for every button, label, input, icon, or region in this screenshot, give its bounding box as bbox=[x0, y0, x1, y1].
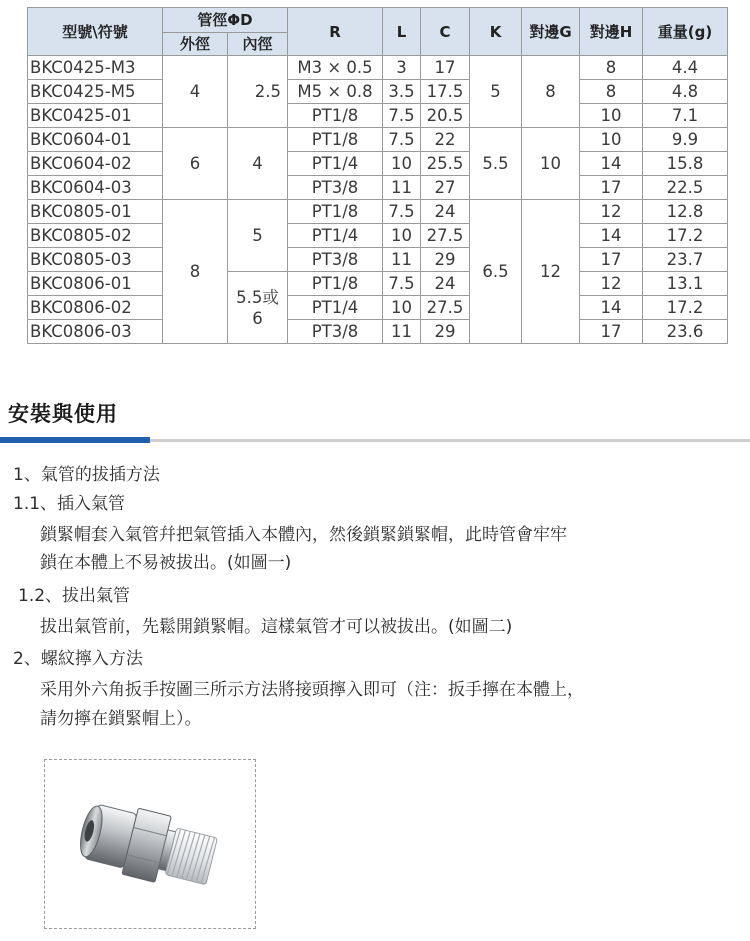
instruction-heading-1: 1、氣管的拔插方法 bbox=[13, 465, 160, 485]
od-cell: 8 bbox=[163, 200, 228, 344]
table-row bbox=[28, 104, 728, 128]
weight-cell: 13.1 bbox=[643, 272, 728, 296]
l-cell: 11 bbox=[383, 248, 421, 272]
header-h: 對邊H bbox=[580, 8, 643, 56]
c-cell: 27.5 bbox=[421, 224, 470, 248]
h-cell: 12 bbox=[580, 200, 643, 224]
header-c: C bbox=[421, 8, 470, 56]
instruction-text: 采用外六角扳手按圖三所示方法將接頭擰入即可（注：扳手擰在本體上， bbox=[40, 680, 584, 700]
id-cell bbox=[228, 272, 288, 344]
weight-cell: 15.8 bbox=[643, 152, 728, 176]
instruction-text: 拔出氣管前，先鬆開鎖緊帽。這樣氣管才可以被拔出。(如圖二) bbox=[40, 617, 513, 637]
l-cell: 7.5 bbox=[383, 104, 421, 128]
product-photo-frame bbox=[44, 759, 256, 929]
c-cell: 27 bbox=[421, 176, 470, 200]
title-underline-accent bbox=[0, 437, 150, 443]
header-l: L bbox=[383, 8, 421, 56]
id-cell: 2.5 bbox=[228, 56, 288, 128]
l-cell: 11 bbox=[383, 320, 421, 344]
r-cell: PT1/8 bbox=[288, 128, 383, 152]
header-weight: 重量(g) bbox=[643, 8, 728, 56]
c-cell: 29 bbox=[421, 248, 470, 272]
r-cell: M5 × 0.8 bbox=[288, 80, 383, 104]
weight-cell: 17.2 bbox=[643, 224, 728, 248]
model-cell: BKC0604-03 bbox=[28, 176, 163, 200]
model-cell: BKC0805-02 bbox=[28, 224, 163, 248]
c-cell: 17 bbox=[421, 56, 470, 80]
id-cell: 5 bbox=[228, 200, 288, 272]
table-row bbox=[28, 248, 728, 272]
table-row bbox=[28, 176, 728, 200]
r-cell: PT1/4 bbox=[288, 296, 383, 320]
weight-cell: 17.2 bbox=[643, 296, 728, 320]
id-value-line1: 5.5或 bbox=[236, 287, 279, 307]
table-row bbox=[28, 152, 728, 176]
c-cell: 24 bbox=[421, 200, 470, 224]
h-cell: 10 bbox=[580, 104, 643, 128]
weight-cell: 23.6 bbox=[643, 320, 728, 344]
l-cell: 11 bbox=[383, 176, 421, 200]
model-cell: BKC0806-03 bbox=[28, 320, 163, 344]
od-cell: 4 bbox=[163, 56, 228, 128]
c-cell: 24 bbox=[421, 272, 470, 296]
l-cell: 3.5 bbox=[383, 80, 421, 104]
r-cell: PT3/8 bbox=[288, 176, 383, 200]
header-g: 對邊G bbox=[522, 8, 580, 56]
l-cell: 10 bbox=[383, 296, 421, 320]
fitting-photo-icon bbox=[45, 760, 255, 928]
model-cell: BKC0425-01 bbox=[28, 104, 163, 128]
table-row bbox=[28, 296, 728, 320]
r-cell: PT1/4 bbox=[288, 152, 383, 176]
model-cell: BKC0805-03 bbox=[28, 248, 163, 272]
model-cell: BKC0425-M3 bbox=[28, 56, 163, 80]
l-cell: 7.5 bbox=[383, 272, 421, 296]
g-cell: 10 bbox=[522, 128, 580, 200]
model-cell: BKC0805-01 bbox=[28, 200, 163, 224]
r-cell: M3 × 0.5 bbox=[288, 56, 383, 80]
c-cell: 27.5 bbox=[421, 296, 470, 320]
model-cell: BKC0604-01 bbox=[28, 128, 163, 152]
instruction-text: 請勿擰在鎖緊帽上）。 bbox=[40, 709, 202, 729]
c-cell: 29 bbox=[421, 320, 470, 344]
h-cell: 14 bbox=[580, 152, 643, 176]
header-model: 型號\符號 bbox=[28, 8, 163, 56]
title-underline bbox=[150, 439, 750, 442]
h-cell: 8 bbox=[580, 80, 643, 104]
k-cell: 5.5 bbox=[470, 128, 522, 200]
header-r: R bbox=[288, 8, 383, 56]
model-cell: BKC0425-M5 bbox=[28, 80, 163, 104]
table-row bbox=[28, 272, 728, 296]
header-inner: 內徑 bbox=[228, 33, 288, 56]
weight-cell: 7.1 bbox=[643, 104, 728, 128]
table-row bbox=[28, 224, 728, 248]
table-row bbox=[28, 56, 728, 80]
l-cell: 10 bbox=[383, 152, 421, 176]
id-cell: 4 bbox=[228, 128, 288, 200]
c-cell: 22 bbox=[421, 128, 470, 152]
g-cell: 12 bbox=[522, 200, 580, 344]
model-cell: BKC0806-02 bbox=[28, 296, 163, 320]
k-cell: 6.5 bbox=[470, 200, 522, 344]
r-cell: PT3/8 bbox=[288, 248, 383, 272]
weight-cell: 4.8 bbox=[643, 80, 728, 104]
k-cell: 5 bbox=[470, 56, 522, 128]
instruction-subheading-1-2: 1.2、拔出氣管 bbox=[18, 586, 131, 606]
model-cell: BKC0806-01 bbox=[28, 272, 163, 296]
r-cell: PT1/8 bbox=[288, 272, 383, 296]
l-cell: 3 bbox=[383, 56, 421, 80]
h-cell: 12 bbox=[580, 272, 643, 296]
r-cell: PT3/8 bbox=[288, 320, 383, 344]
weight-cell: 23.7 bbox=[643, 248, 728, 272]
r-cell: PT1/8 bbox=[288, 200, 383, 224]
header-outer: 外徑 bbox=[163, 33, 228, 56]
h-cell: 14 bbox=[580, 296, 643, 320]
h-cell: 17 bbox=[580, 176, 643, 200]
instruction-text: 鎖緊帽套入氣管幷把氣管插入本體內，然後鎖緊鎖緊帽，此時管會牢牢 bbox=[40, 525, 567, 545]
r-cell: PT1/8 bbox=[288, 104, 383, 128]
h-cell: 10 bbox=[580, 128, 643, 152]
l-cell: 10 bbox=[383, 224, 421, 248]
table-row bbox=[28, 320, 728, 344]
g-cell: 8 bbox=[522, 56, 580, 128]
table-row bbox=[28, 128, 728, 152]
od-cell: 6 bbox=[163, 128, 228, 200]
table-row bbox=[28, 200, 728, 224]
table-row bbox=[28, 80, 728, 104]
h-cell: 17 bbox=[580, 320, 643, 344]
c-cell: 17.5 bbox=[421, 80, 470, 104]
c-cell: 25.5 bbox=[421, 152, 470, 176]
header-tube-od: 管徑ΦD bbox=[163, 8, 288, 33]
weight-cell: 12.8 bbox=[643, 200, 728, 224]
instruction-text: 鎖在本體上不易被拔出。(如圖一) bbox=[40, 553, 292, 573]
h-cell: 14 bbox=[580, 224, 643, 248]
weight-cell: 22.5 bbox=[643, 176, 728, 200]
model-cell: BKC0604-02 bbox=[28, 152, 163, 176]
c-cell: 20.5 bbox=[421, 104, 470, 128]
h-cell: 8 bbox=[580, 56, 643, 80]
r-cell: PT1/4 bbox=[288, 224, 383, 248]
l-cell: 7.5 bbox=[383, 200, 421, 224]
weight-cell: 4.4 bbox=[643, 56, 728, 80]
l-cell: 7.5 bbox=[383, 128, 421, 152]
id-value-line2: 6 bbox=[252, 308, 263, 328]
weight-cell: 9.9 bbox=[643, 128, 728, 152]
h-cell: 17 bbox=[580, 248, 643, 272]
instruction-heading-2: 2、螺紋擰入方法 bbox=[13, 649, 143, 669]
section-title: 安裝與使用 bbox=[8, 402, 118, 426]
header-k: K bbox=[470, 8, 522, 56]
instruction-subheading-1-1: 1.1、插入氣管 bbox=[13, 494, 126, 514]
spec-table bbox=[27, 7, 728, 344]
